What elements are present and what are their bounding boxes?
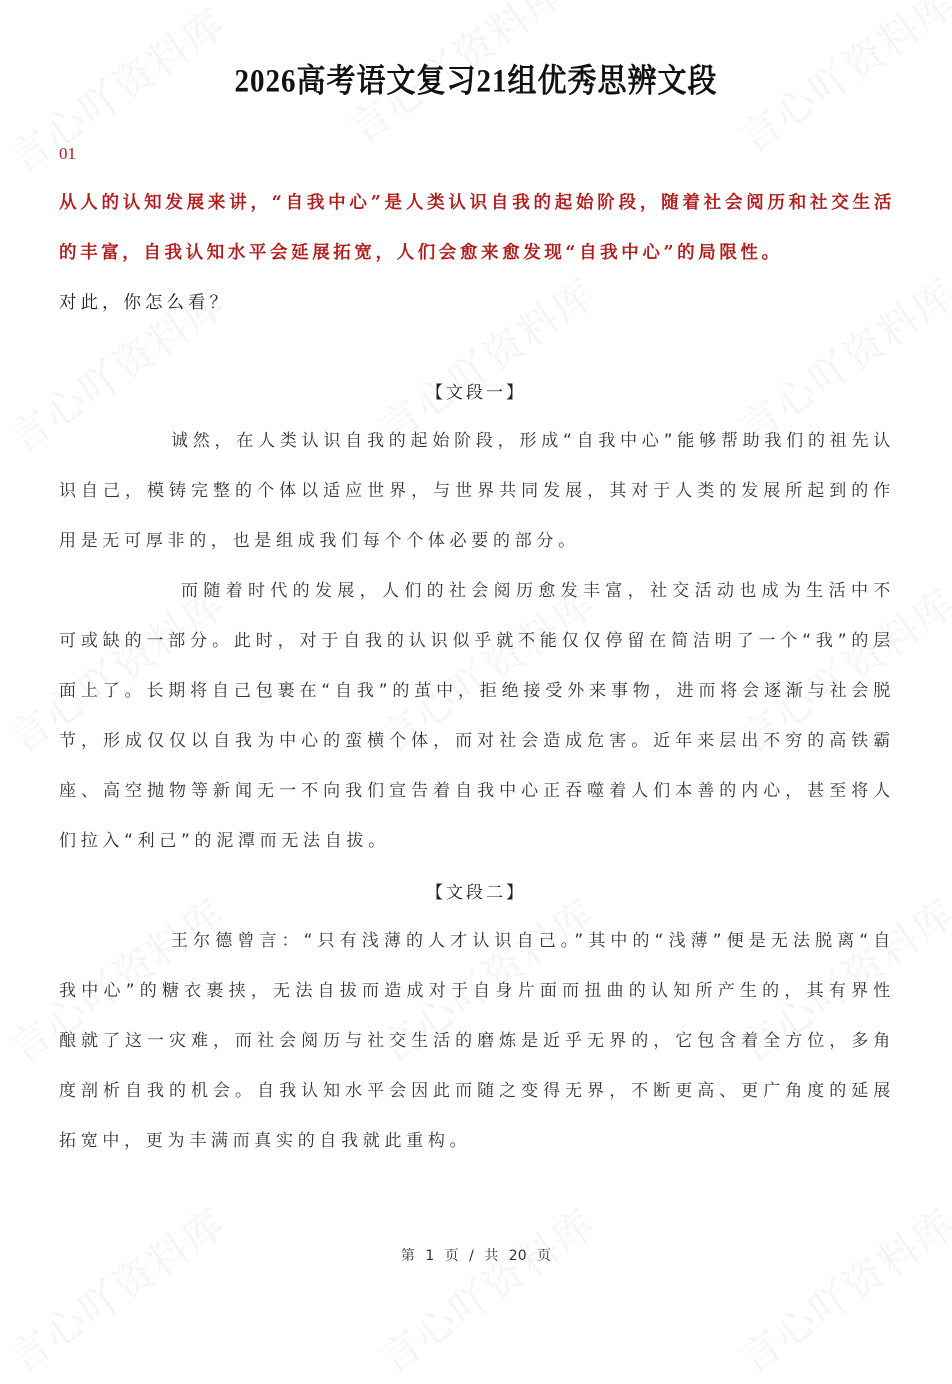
section-1-paragraph-2: [59, 566, 895, 866]
question-prompt: 从人的认知发展来讲，“自我中心”是人类认识自我的起始阶段，随着社会阅历和社交生活的丰富，自我认知水平会延展拓宽，人们会愈来愈发现“自我中心”的局限性。: [59, 193, 895, 263]
section-heading-2: 【文段二】: [426, 883, 526, 903]
paragraph-text: 王尔德曾言：“只有浅薄的人才认识自己。”其中的“浅薄”便是无法脱离“自我中心”的糖衣裹挟，无法自拔而造成对于自身片面而扭曲的认知所产生的，其有界性酿就了这一灾难，而社会阅历与社交生活的磨炼是近乎无界的，它包含着全方位，多角度剖析自我的机会。自我认知水平会因此而随之变得无界，不断更高、更广角度的延展拓宽中，更为丰满而真实的自我就此重构。: [59, 931, 895, 1151]
section-heading-1: 【文段一】: [426, 383, 526, 403]
question-number: 01: [59, 144, 76, 163]
section-2-paragraph-1: [59, 916, 895, 1166]
paragraph-text: 诚然，在人类认识自我的起始阶段，形成“自我中心”能够帮助我们的祖先认识自己，模铸完整的个体以适应世界，与世界共同发展，其对于人类的发展所起到的作用是无可厚非的，也是组成我们每个个体必要的部分。: [59, 431, 895, 551]
section-1-paragraph-1: [59, 416, 895, 566]
question-ask: 对此，你怎么看？: [59, 293, 231, 313]
paragraph-text: 而随着时代的发展，人们的社会阅历愈发丰富，社交活动也成为生活中不可或缺的一部分。此时，对于自我的认识似乎就不能仅仅停留在简洁明了一个“我”的层面上了。长期将自己包裹在“自我”的茧中，拒绝接受外来事物，进而将会逐渐与社会脱节，形成仅仅以自我为中心的蛮横个体，而对社会造成危害。近年来层出不穷的高铁霸座、高空抛物等新闻无一不向我们宣告着自我中心正吞噬着人们本善的内心，甚至将人们拉入“利己”的泥潭而无法自拔。: [59, 581, 895, 851]
page-footer: 第 1 页 / 共 20 页: [400, 1248, 552, 1264]
document-title: 2026高考语文复习21组优秀思辨文段: [234, 63, 718, 100]
